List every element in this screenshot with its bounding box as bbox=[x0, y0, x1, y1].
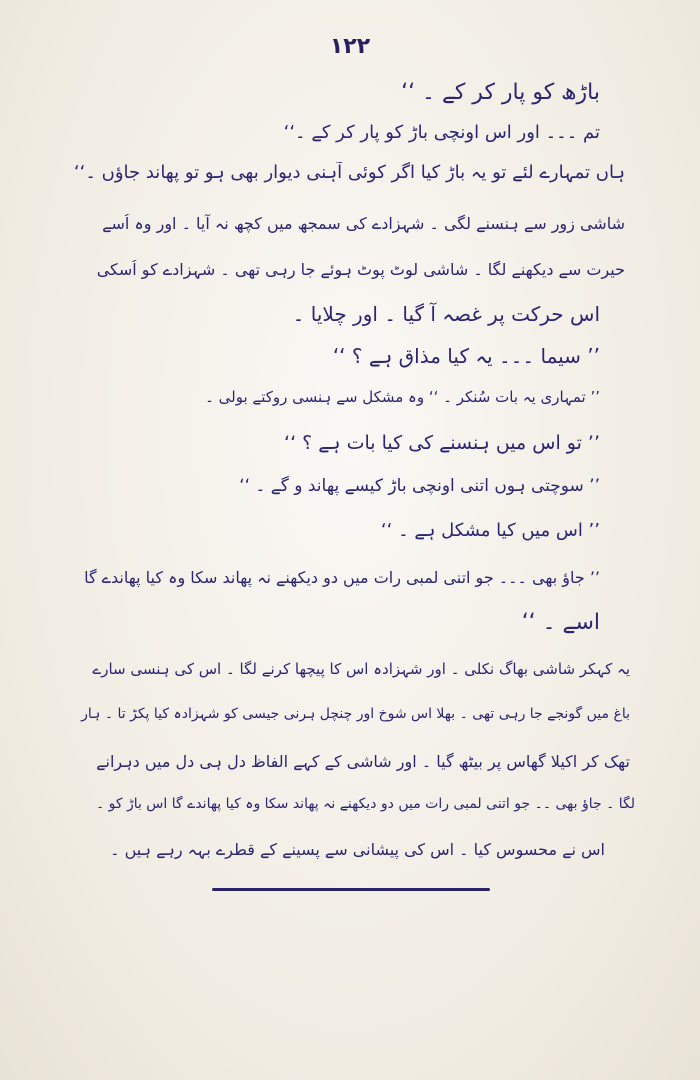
text-line: لگا ۔ جاؤ بھی ۔۔ جو اتنی لمبی رات میں دو دیکھنے نہ پھاند سکا وہ کیا پھاندے گا اس باڑ کو ۔ bbox=[95, 796, 635, 812]
text-line: تم ۔۔۔ اور اس اونچی باڑ کو پار کر کے ۔‘‘ bbox=[283, 122, 600, 143]
text-line: اس نے محسوس کیا ۔ اس کی پیشانی سے پسینے کے قطرے بہہ رہے ہیں ۔ bbox=[110, 840, 605, 859]
text-line: حیرت سے دیکھنے لگا ۔ شاشی لوٹ پوٹ ہوئے جا رہی تھی ۔ شہزادے کو اُسکی bbox=[96, 260, 625, 279]
text-line: ’’ تمہاری یہ بات سُنکر ۔ ‘‘ وہ مشکل سے ہنسی روکتے بولی ۔ bbox=[205, 388, 600, 406]
text-line: ’’ جاؤ بھی ۔۔۔ جو اتنی لمبی رات میں دو دیکھنے نہ پھاند سکا وہ کیا پھاندے گا bbox=[84, 568, 600, 587]
text-line: تھک کر اکیلا گھاس پر بیٹھ گیا ۔ اور شاشی کے کہے الفاظ دل ہی دل میں دہرانے bbox=[96, 752, 630, 771]
text-line: ’’ سوچتی ہوں اتنی اونچی باڑ کیسے پھاند و گے ۔ ‘‘ bbox=[239, 476, 600, 496]
text-line: شاشی زور سے ہنسنے لگی ۔ شہزادے کی سمجھ میں کچھ نہ آیا ۔ اور وہ اُسے bbox=[102, 214, 625, 233]
text-line: ’’ سیما ۔۔۔ یہ کیا مذاق ہے ؟ ‘‘ bbox=[332, 344, 600, 368]
text-line: یہ کہکر شاشی بھاگ نکلی ۔ اور شہزادہ اس کا پیچھا کرنے لگا ۔ اس کی ہنسی سارے bbox=[92, 660, 630, 678]
text-line: ’’ تو اس میں ہنسنے کی کیا بات ہے ؟ ‘‘ bbox=[284, 432, 600, 454]
text-line: ’’ اس میں کیا مشکل ہے ۔ ‘‘ bbox=[380, 520, 600, 541]
end-divider bbox=[212, 888, 490, 891]
text-line: باغ میں گونجے جا رہی تھی ۔ بھلا اس شوخ اور چنچل ہرنی جیسی کو شہزادہ کیا پکڑ تا ۔ ہار bbox=[81, 706, 630, 722]
text-line: اس حرکت پر غصہ آ گیا ۔ اور چلایا ۔ bbox=[292, 302, 600, 326]
text-line: اسے ۔ ‘‘ bbox=[521, 610, 600, 635]
text-line: باڑھ کو پار کر کے ۔ ‘‘ bbox=[401, 80, 600, 105]
page-number: ۱۲۲ bbox=[329, 34, 371, 59]
text-line: ہاں تمہارے لئے تو یہ باڑ کیا اگر کوئی آہنی دیوار بھی ہو تو پھاند جاؤں ۔‘‘ bbox=[73, 162, 625, 183]
